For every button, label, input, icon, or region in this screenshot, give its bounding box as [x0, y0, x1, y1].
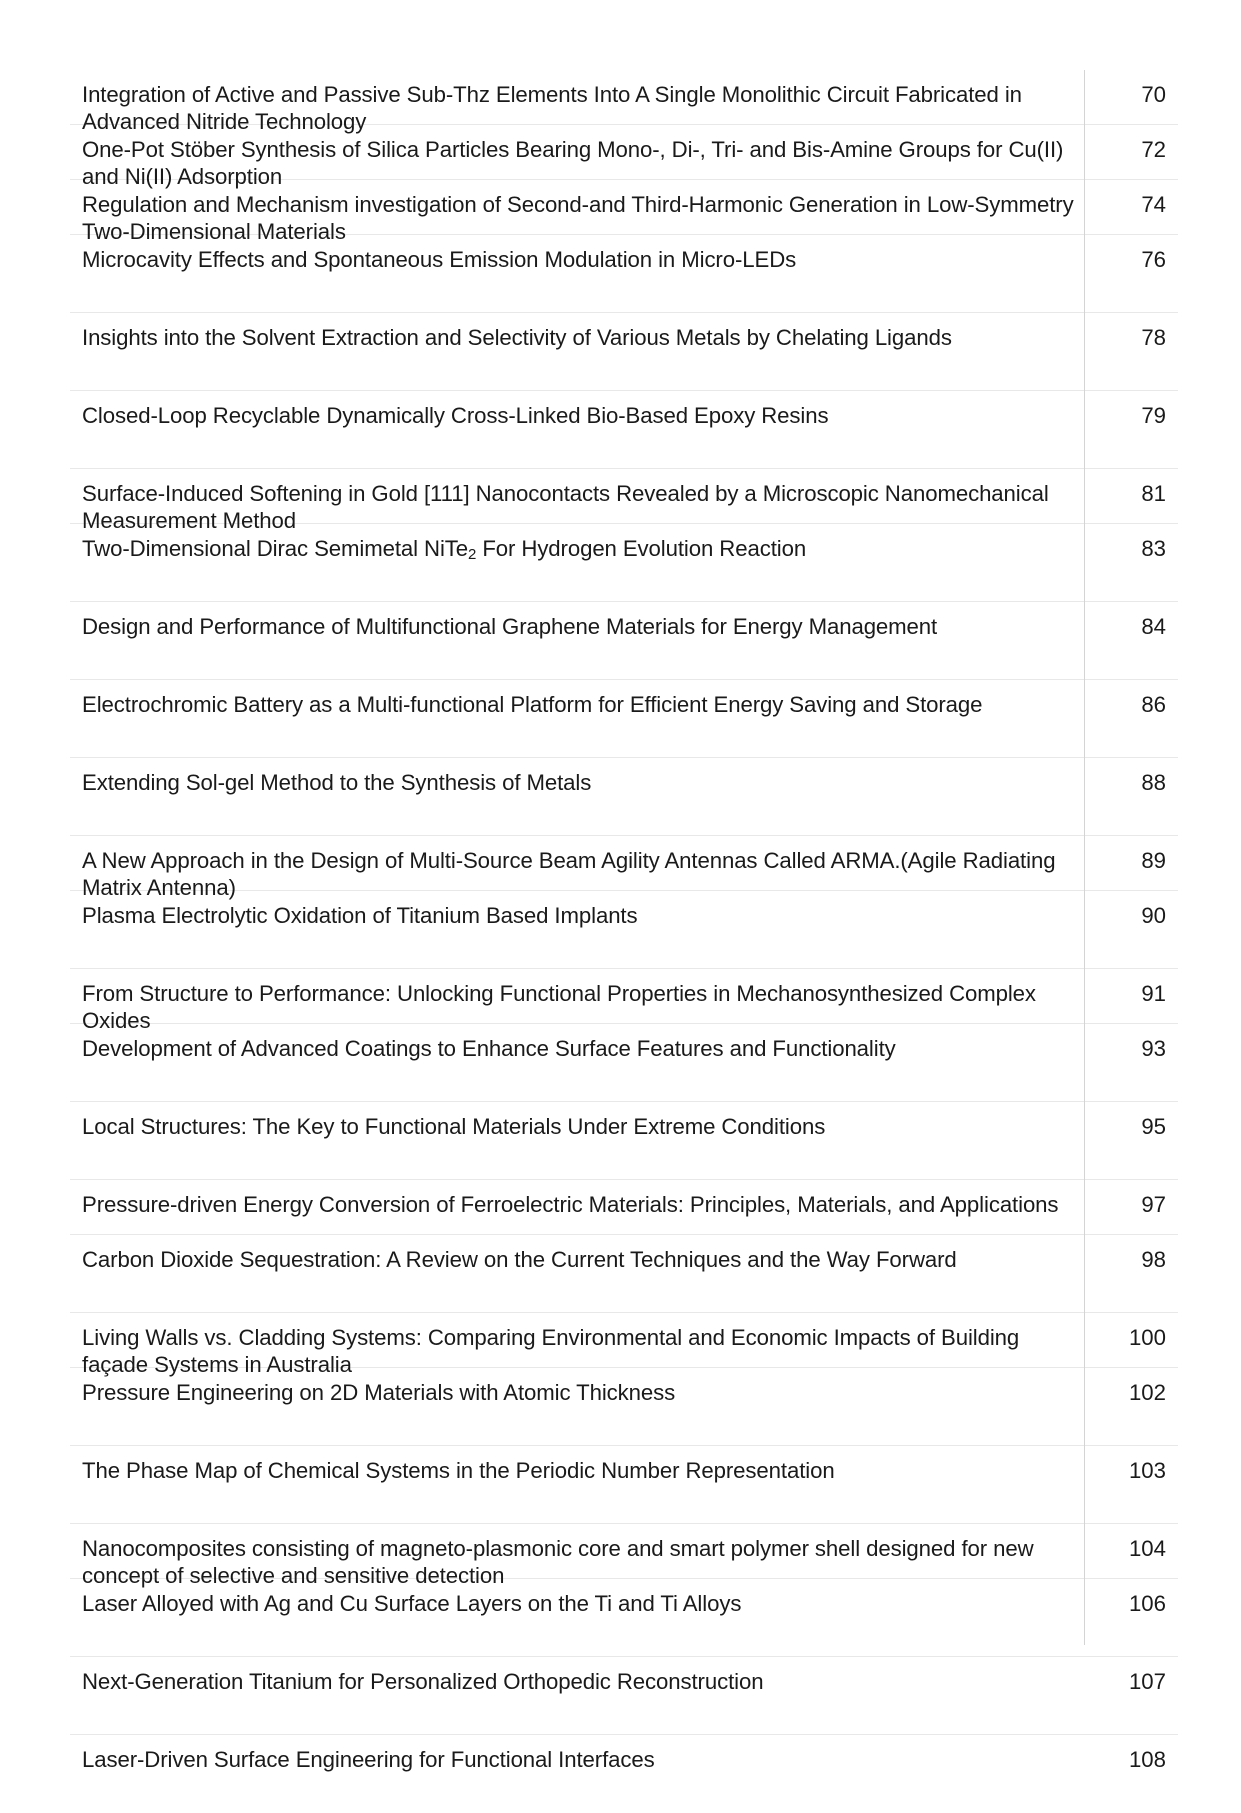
toc-row — [70, 1657, 1178, 1735]
toc-entry-page: 103 — [1128, 1458, 1166, 1483]
toc-entry-page: 88 — [1141, 770, 1166, 795]
toc-row — [70, 1235, 1178, 1313]
toc-entry-title: The Phase Map of Chemical Systems in the Periodic Number Representation — [82, 1458, 835, 1483]
toc-row — [70, 391, 1178, 469]
toc-entry-title: One-Pot Stöber Synthesis of Silica Particles Bearing Mono-, Di-, Tri- and Bis-Amine Groups for Cu(II) and Ni(II) Adsorption — [82, 137, 1064, 189]
toc-entry-title: Surface-Induced Softening in Gold [111] Nanocontacts Revealed by a Microscopic Nanomechanical Measurement Method — [82, 481, 1049, 533]
toc-row — [70, 680, 1178, 758]
toc-row — [70, 602, 1178, 680]
toc-entry-page: 93 — [1141, 1036, 1166, 1061]
toc-row — [70, 1180, 1178, 1235]
toc-entry-page: 70 — [1141, 82, 1166, 107]
toc-entry-title: Closed-Loop Recyclable Dynamically Cross-Linked Bio-Based Epoxy Resins — [82, 403, 829, 428]
subscript-text: 2 — [468, 546, 477, 563]
toc-row — [70, 1024, 1178, 1102]
toc-entry-title: Pressure-driven Energy Conversion of Ferroelectric Materials: Principles, Materials, and Applications — [82, 1192, 1059, 1217]
toc-entry-title: Laser-Driven Surface Engineering for Functional Interfaces — [82, 1747, 655, 1772]
toc-entry-page: 108 — [1128, 1747, 1166, 1772]
toc-entry-page: 86 — [1141, 692, 1166, 717]
toc-entry-page: 91 — [1141, 981, 1166, 1006]
toc-entry-page: 81 — [1141, 481, 1166, 506]
toc-entry-page: 107 — [1128, 1669, 1166, 1694]
toc-row — [70, 235, 1178, 313]
toc-row — [70, 891, 1178, 969]
toc-row — [70, 313, 1178, 391]
toc-row — [70, 180, 1178, 244]
toc-entry-title: Extending Sol-gel Method to the Synthesis of Metals — [82, 770, 592, 795]
toc-row — [70, 1368, 1178, 1446]
title-text: Two-Dimensional Dirac Semimetal NiTe — [82, 536, 469, 561]
toc-row — [70, 836, 1178, 900]
toc-entry-page: 90 — [1141, 903, 1166, 928]
toc-entry-title: Plasma Electrolytic Oxidation of Titanium Based Implants — [82, 903, 638, 928]
toc-row — [70, 969, 1178, 1033]
column-divider — [1084, 70, 1085, 1645]
toc-entry-page: 89 — [1141, 848, 1166, 873]
toc-row — [70, 524, 1178, 602]
toc-entry-page: 79 — [1141, 403, 1166, 428]
toc-entry-page: 72 — [1141, 137, 1166, 162]
toc-entry-title: Carbon Dioxide Sequestration: A Review on the Current Techniques and the Way Forward — [82, 1247, 957, 1272]
toc-row — [70, 469, 1178, 533]
toc-entry-title: Living Walls vs. Cladding Systems: Comparing Environmental and Economic Impacts of Building façade Systems in Australia — [82, 1325, 1020, 1377]
toc-row — [70, 1524, 1178, 1588]
toc-entry-title: Laser Alloyed with Ag and Cu Surface Layers on the Ti and Ti Alloys — [82, 1591, 742, 1616]
toc-entry-page: 98 — [1141, 1247, 1166, 1272]
toc-entry-page: 76 — [1141, 247, 1166, 272]
toc-entry-title: Integration of Active and Passive Sub-Thz Elements Into A Single Monolithic Circuit Fabricated in Advanced Nitride Technology — [82, 82, 1022, 134]
toc-entry-title: Design and Performance of Multifunctional Graphene Materials for Energy Management — [82, 614, 938, 639]
toc-row — [70, 1735, 1178, 1813]
toc-entry-page: 100 — [1128, 1325, 1166, 1350]
toc-entry-title: From Structure to Performance: Unlocking Functional Properties in Mechanosynthesized Complex Oxides — [82, 981, 1036, 1033]
toc-entry-title: Local Structures: The Key to Functional Materials Under Extreme Conditions — [82, 1114, 826, 1139]
toc-entry-page: 97 — [1141, 1192, 1166, 1217]
title-text: For Hydrogen Evolution Reaction — [476, 536, 807, 561]
toc-entry-page: 95 — [1141, 1114, 1166, 1139]
toc-entry-title: Insights into the Solvent Extraction and Selectivity of Various Metals by Chelating Ligands — [82, 325, 952, 350]
toc-entry-title: Development of Advanced Coatings to Enhance Surface Features and Functionality — [82, 1036, 896, 1061]
toc-row — [70, 1579, 1178, 1657]
toc-entry-page: 102 — [1128, 1380, 1166, 1405]
toc-entry-title: A New Approach in the Design of Multi-Source Beam Agility Antennas Called ARMA.(Agile Radiating Matrix Antenna) — [82, 848, 1056, 900]
toc-entry-title: Pressure Engineering on 2D Materials with Atomic Thickness — [82, 1380, 676, 1405]
toc-entry-title: Electrochromic Battery as a Multi-functional Platform for Efficient Energy Saving and Storage — [82, 692, 983, 717]
toc-entry-page: 106 — [1128, 1591, 1166, 1616]
table-of-contents — [70, 70, 1178, 1772]
toc-entry-title: Microcavity Effects and Spontaneous Emission Modulation in Micro-LEDs — [82, 247, 797, 272]
toc-row — [70, 125, 1178, 189]
toc-row — [70, 1313, 1178, 1377]
toc-entry-page: 84 — [1141, 614, 1166, 639]
toc-row — [70, 1446, 1178, 1524]
toc-row — [70, 1102, 1178, 1180]
toc-entry-title: Regulation and Mechanism investigation of Second-and Third-Harmonic Generation in Low-Symmetry Two-Dimensional Materials — [82, 192, 1074, 244]
toc-entry-title: Next-Generation Titanium for Personalized Orthopedic Reconstruction — [82, 1669, 764, 1694]
toc-entry-title: Nanocomposites consisting of magneto-plasmonic core and smart polymer shell designed for new concept of selective and sensitive detection — [82, 1536, 1034, 1588]
toc-entry-page: 83 — [1141, 536, 1166, 561]
toc-entry-title — [70, 524, 1084, 601]
toc-row — [70, 758, 1178, 836]
toc-entry-page: 74 — [1141, 192, 1166, 217]
toc-entry-page: 104 — [1128, 1536, 1166, 1561]
toc-entry-page: 78 — [1141, 325, 1166, 350]
toc-row — [70, 70, 1178, 134]
